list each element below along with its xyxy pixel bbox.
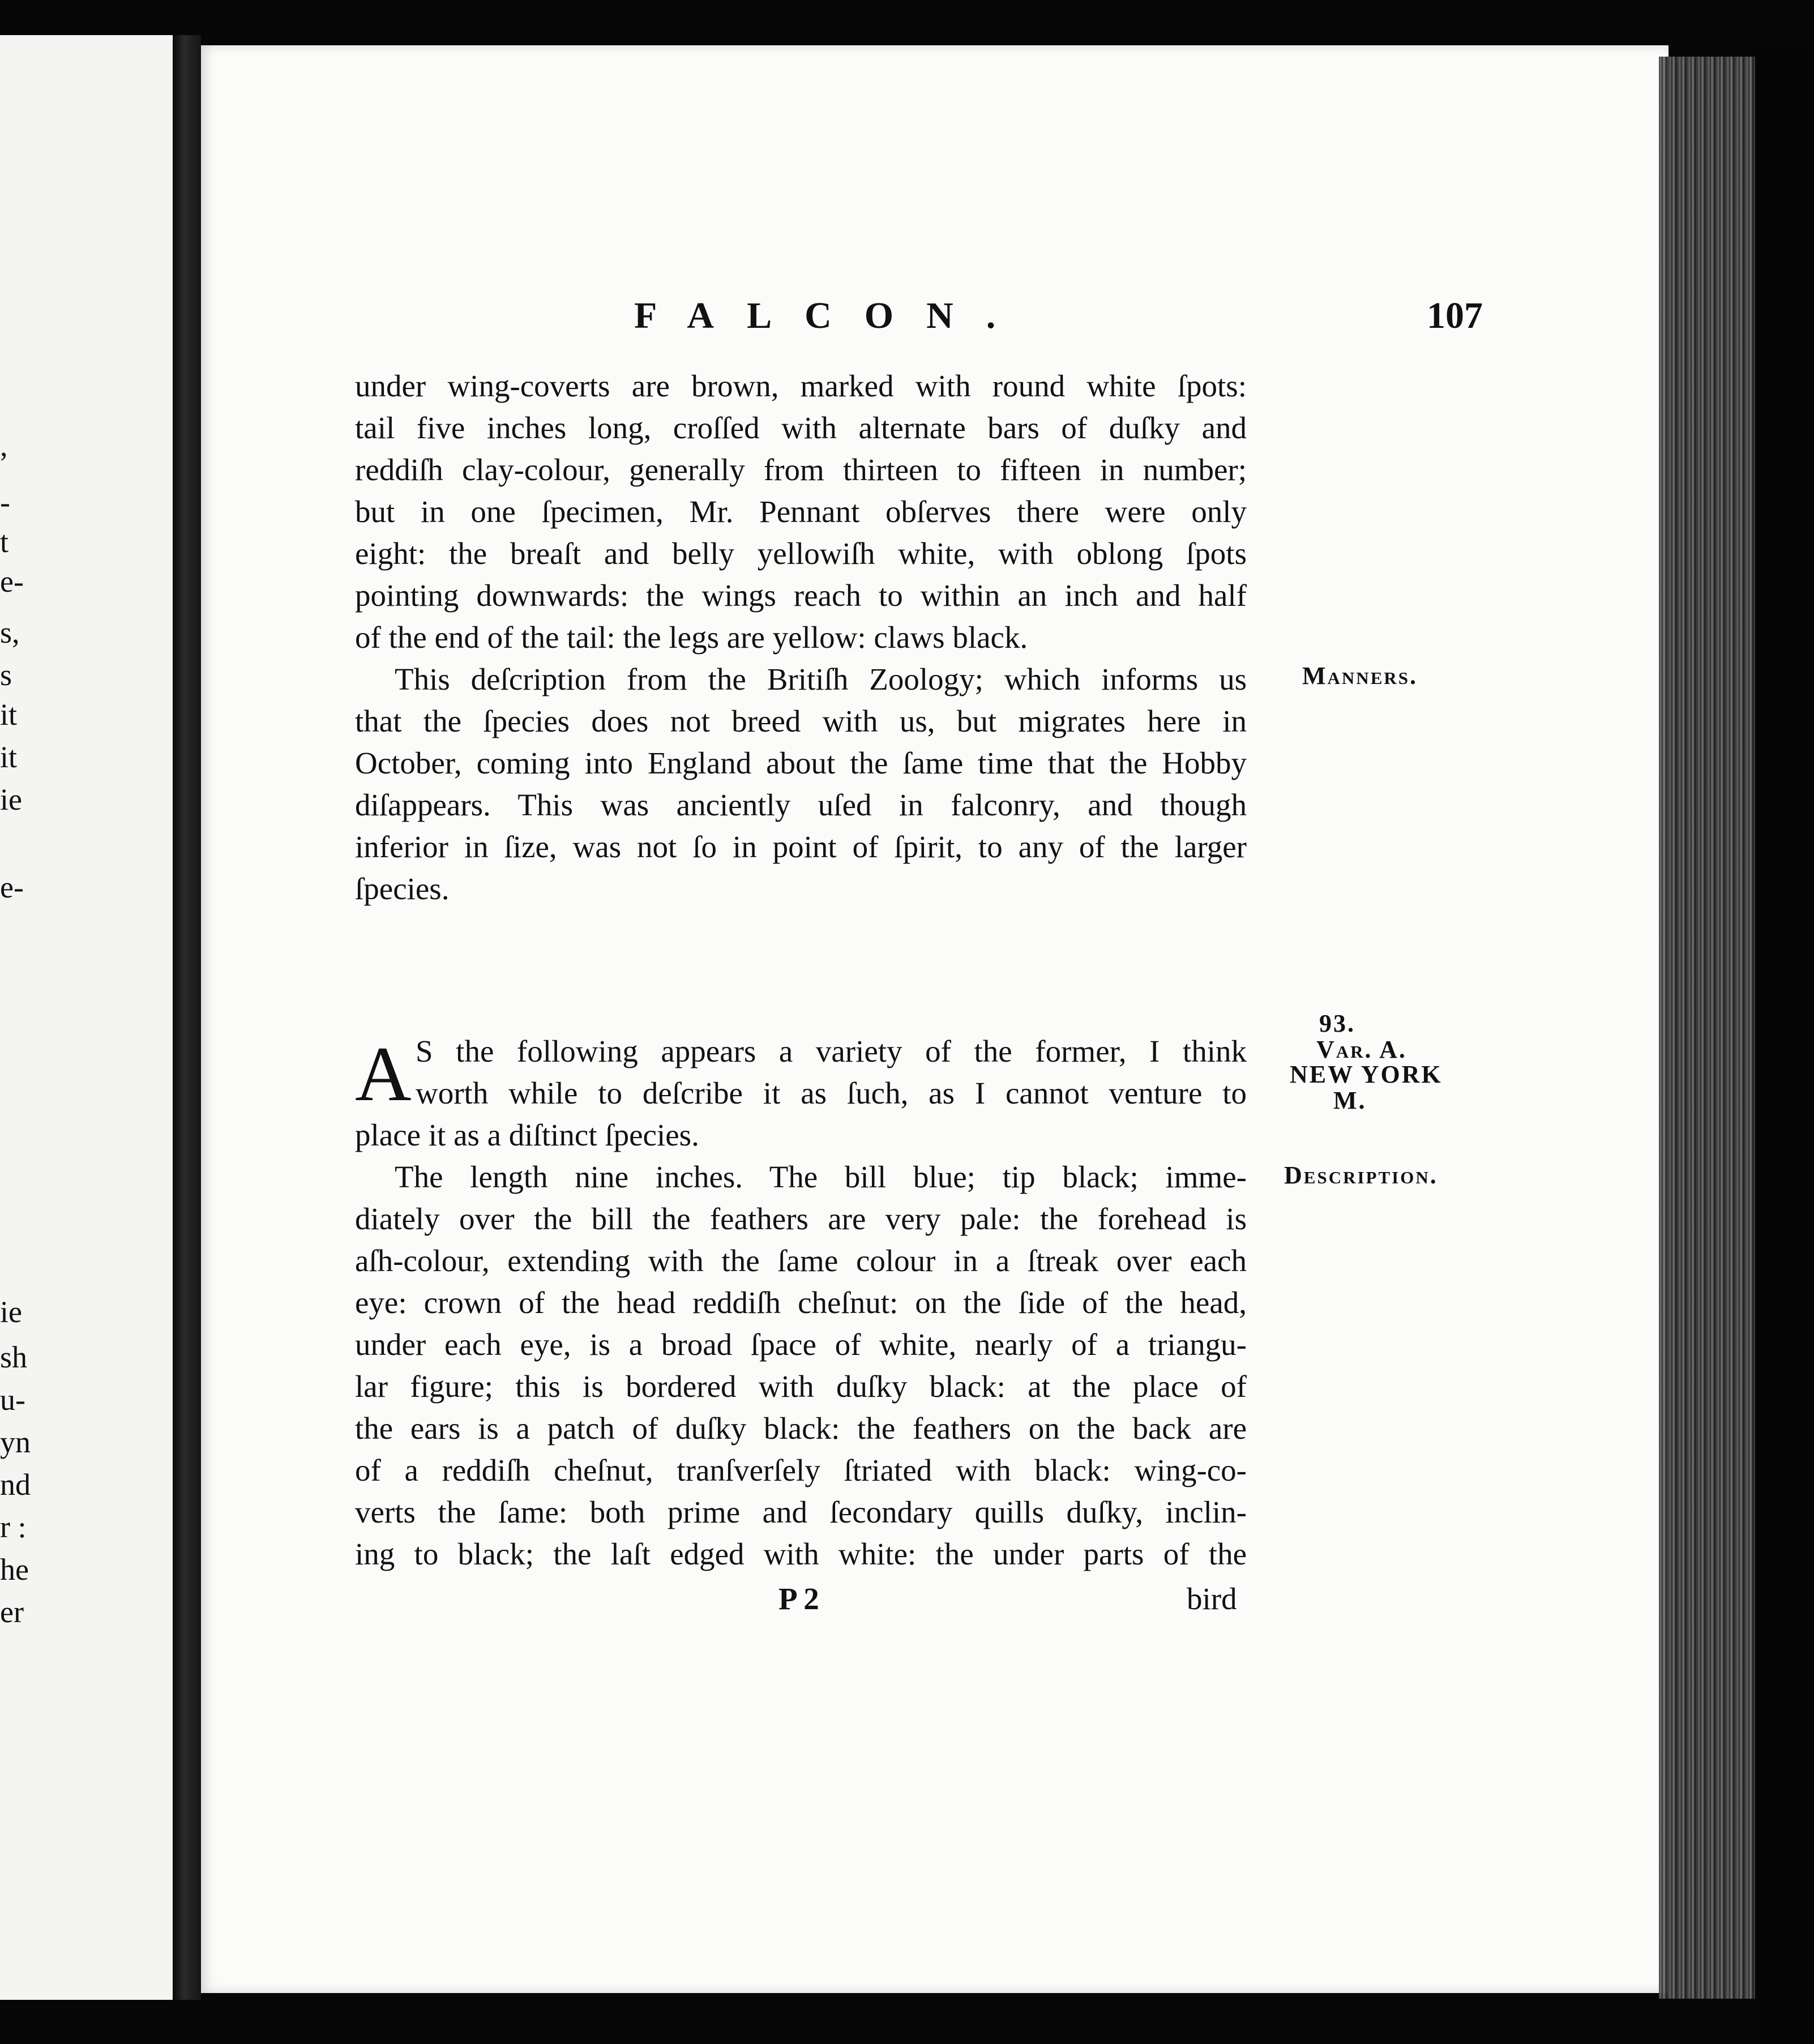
edge-glyph: he bbox=[0, 1553, 29, 1587]
text-line: This deſcription from the Britiſh Zoology; which informs us bbox=[395, 662, 1247, 696]
text-line: but in one ſpecimen, Mr. Pennant obſerves there were only bbox=[355, 494, 1247, 529]
text-line: S the following appears a variety of the former, I think bbox=[416, 1034, 1247, 1068]
margin-species-number: 93. bbox=[1319, 1010, 1355, 1037]
page-number: 107 bbox=[1427, 295, 1483, 336]
edge-glyph: it bbox=[0, 740, 18, 774]
margin-note-description: Description. bbox=[1284, 1161, 1438, 1189]
edge-glyph: - bbox=[0, 485, 10, 519]
text-line: inferior in ſize, was not ſo in point of ſpirit, to any of the larger bbox=[355, 829, 1247, 864]
paragraph-intro bbox=[355, 1030, 1247, 1156]
edge-glyph: t bbox=[0, 525, 9, 559]
edge-glyph: er bbox=[0, 1595, 24, 1629]
text-line: of a reddiſh cheſnut, tranſverſely ſtriated with black: wing-co- bbox=[355, 1453, 1247, 1487]
left-page-edge-text bbox=[0, 35, 170, 2000]
edge-glyph: ie bbox=[0, 1295, 22, 1329]
text-line: of the end of the tail: the legs are yellow: claws black. bbox=[355, 620, 1028, 655]
text-line: diſappears. This was anciently uſed in falconry, and though bbox=[355, 788, 1247, 822]
drop-cap: A bbox=[355, 1030, 412, 1117]
catchword: bird bbox=[1187, 1581, 1237, 1616]
paragraph-continued bbox=[355, 365, 1247, 658]
edge-glyph: sh bbox=[0, 1340, 28, 1374]
margin-species-name: NEW YORK bbox=[1290, 1061, 1443, 1088]
margin-variety: Var. A. bbox=[1316, 1036, 1407, 1063]
main-page bbox=[201, 45, 1668, 1993]
edge-glyph: e- bbox=[0, 565, 24, 598]
text-line: eight: the breaſt and belly yellowiſh white, with oblong ſpots bbox=[355, 536, 1247, 571]
edge-glyph: u- bbox=[0, 1383, 25, 1417]
text-line: lar figure; this is bordered with duſky black: at the place of bbox=[355, 1369, 1247, 1404]
text-line: The length nine inches. The bill blue; tip black; imme- bbox=[395, 1160, 1247, 1194]
text-line: that the ſpecies does not breed with us, but migrates here in bbox=[355, 704, 1247, 738]
edge-glyph: it bbox=[0, 698, 18, 732]
text-line: under each eye, is a broad ſpace of white, nearly of a triangu- bbox=[355, 1327, 1247, 1362]
text-line: worth while to deſcribe it as ſuch, as I cannot venture to bbox=[416, 1076, 1247, 1110]
left-facing-page bbox=[0, 35, 176, 2000]
text-line: the ears is a patch of duſky black: the feathers on the back are bbox=[355, 1411, 1247, 1446]
edge-glyph: e- bbox=[0, 870, 24, 904]
paragraph-manners bbox=[355, 658, 1247, 910]
edge-glyph: nd bbox=[0, 1468, 31, 1502]
text-line: pointing downwards: the wings reach to within an inch and half bbox=[355, 578, 1247, 613]
margin-species-suffix: M. bbox=[1333, 1087, 1367, 1114]
edge-glyph: ie bbox=[0, 782, 22, 816]
text-line: place it as a diſtinct ſpecies. bbox=[355, 1118, 699, 1152]
scan-background bbox=[1755, 45, 1814, 2044]
text-line: ing to black; the laſt edged with white: the under parts of the bbox=[355, 1537, 1247, 1571]
book-page-edges bbox=[1659, 57, 1755, 1999]
paragraph-description bbox=[355, 1156, 1247, 1575]
text-line: October, coming into England about the ſame time that the Hobby bbox=[355, 746, 1247, 780]
margin-note-manners: Manners. bbox=[1302, 662, 1418, 690]
text-line: under wing-coverts are brown, marked with round white ſpots: bbox=[355, 369, 1247, 403]
signature-mark: P 2 bbox=[778, 1581, 819, 1616]
edge-glyph: , bbox=[0, 429, 8, 463]
text-line: eye: crown of the head reddiſh cheſnut: on the ſide of the head, bbox=[355, 1285, 1247, 1320]
text-line: diately over the bill the feathers are very pale: the forehead is bbox=[355, 1201, 1247, 1236]
text-line: aſh-colour, extending with the ſame colour in a ſtreak over each bbox=[355, 1243, 1247, 1278]
text-line: verts the ſame: both prime and ſecondary quills duſky, inclin- bbox=[355, 1495, 1247, 1529]
edge-glyph: r : bbox=[0, 1510, 27, 1544]
book-gutter bbox=[173, 35, 201, 2000]
running-title: FALCON. bbox=[634, 295, 1029, 336]
edge-glyph: s, bbox=[0, 615, 20, 649]
text-line: tail five inches long, croſſed with alternate bars of duſky and bbox=[355, 410, 1247, 445]
text-line: reddiſh clay-colour, generally from thirteen to fifteen in number; bbox=[355, 452, 1247, 487]
edge-glyph: yn bbox=[0, 1425, 31, 1459]
text-line: ſpecies. bbox=[355, 871, 450, 906]
edge-glyph: s bbox=[0, 658, 12, 692]
